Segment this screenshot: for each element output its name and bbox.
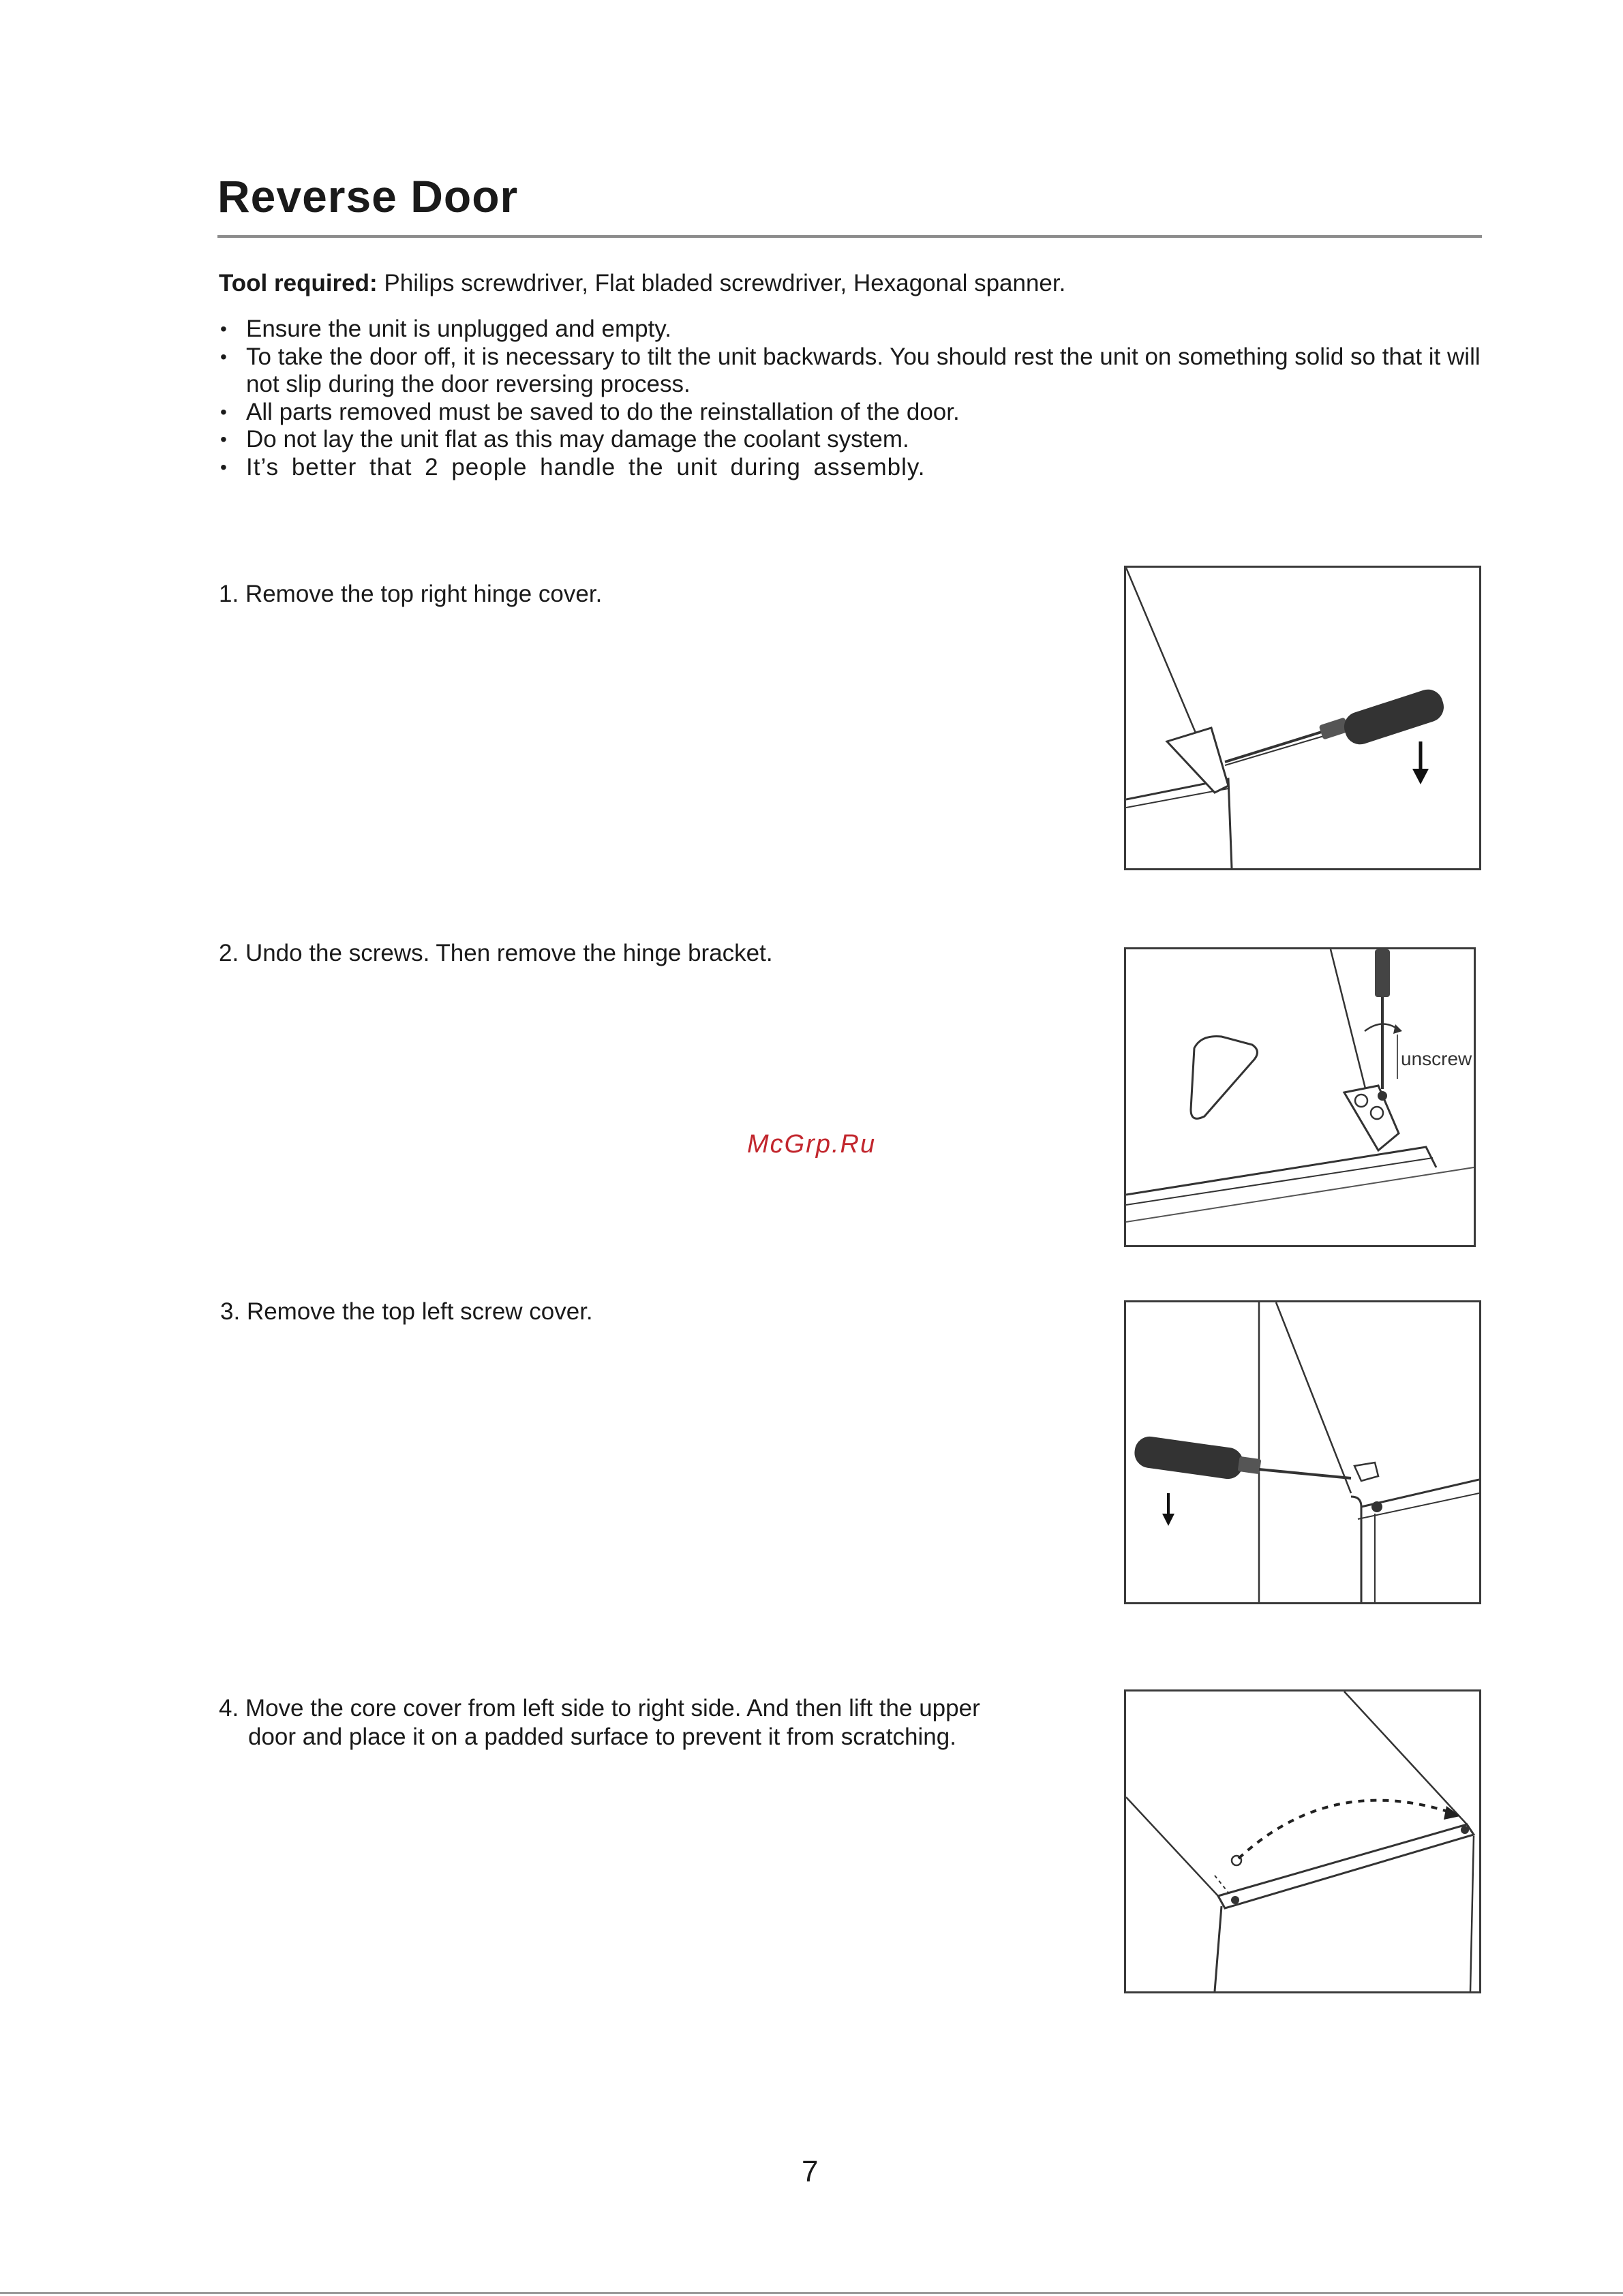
screw-cover-illustration — [1126, 1302, 1479, 1602]
figure-step-2 — [1124, 947, 1476, 1247]
step-4 — [219, 1694, 980, 1751]
hinge-cover-shape — [1167, 728, 1228, 793]
page-number: 7 — [802, 2155, 819, 2188]
step-text: Undo the screws. Then remove the hinge bracket. — [245, 940, 773, 966]
step-text-continued: door and place it on a padded surface to prevent it from scratching. — [248, 1724, 956, 1750]
hinge-cover-illustration — [1126, 568, 1479, 868]
tools-required — [219, 268, 1065, 299]
rotate-arrow-icon — [1393, 1024, 1402, 1034]
screw-cover-shape — [1354, 1463, 1378, 1481]
watermark: McGrp.Ru — [747, 1130, 877, 1159]
step-1 — [219, 580, 602, 609]
tools-label: Tool required: — [219, 270, 378, 296]
note-item: • Do not lay the unit flat as this may damage the coolant system. — [219, 426, 1493, 454]
footer-line — [0, 2292, 1623, 2294]
screwdriver-handle — [1133, 1435, 1245, 1481]
hinge-bracket-shape — [1344, 1086, 1399, 1150]
core-cover-illustration — [1126, 1692, 1479, 1991]
safety-notes — [219, 316, 1493, 481]
note-item: • It’s better that 2 people handle the unit during assembly. — [219, 454, 1493, 482]
step-number: 2. — [219, 940, 239, 966]
screwdriver-handle — [1375, 949, 1390, 997]
step-text: Move the core cover from left side to right side. And then lift the upper — [245, 1695, 980, 1721]
down-arrow-icon — [1162, 1514, 1174, 1526]
tools-list: Philips screwdriver, Flat bladed screwdriver, Hexagonal spanner. — [377, 270, 1066, 296]
step-number: 4. — [219, 1695, 239, 1721]
down-arrow-icon — [1412, 769, 1429, 784]
figure-step-4 — [1124, 1689, 1481, 1993]
hinge-cover-shape — [1191, 1037, 1258, 1119]
hinge-bracket-illustration — [1126, 949, 1474, 1245]
title-divider — [217, 235, 1482, 238]
note-item: • All parts removed must be saved to do the reinstallation of the door. — [219, 399, 1493, 427]
step-text: Remove the top right hinge cover. — [245, 581, 603, 607]
screwdriver-handle — [1340, 686, 1447, 748]
note-item: • Ensure the unit is unplugged and empty. — [219, 316, 1493, 343]
page-title: Reverse Door — [217, 171, 519, 221]
step-2 — [219, 939, 773, 968]
step-number: 3. — [220, 1298, 241, 1325]
step-3 — [220, 1298, 593, 1326]
figure-step-3 — [1124, 1300, 1481, 1604]
step-text: Remove the top left screw cover. — [246, 1298, 593, 1325]
figure-step-1 — [1124, 566, 1481, 870]
note-item: • To take the door off, it is necessary to tilt the unit backwards. You should rest the unit on something solid so that it will not slip during the door reversing process. — [219, 343, 1493, 399]
step-number: 1. — [219, 581, 239, 607]
unscrew-label: unscrew — [1401, 1048, 1472, 1069]
